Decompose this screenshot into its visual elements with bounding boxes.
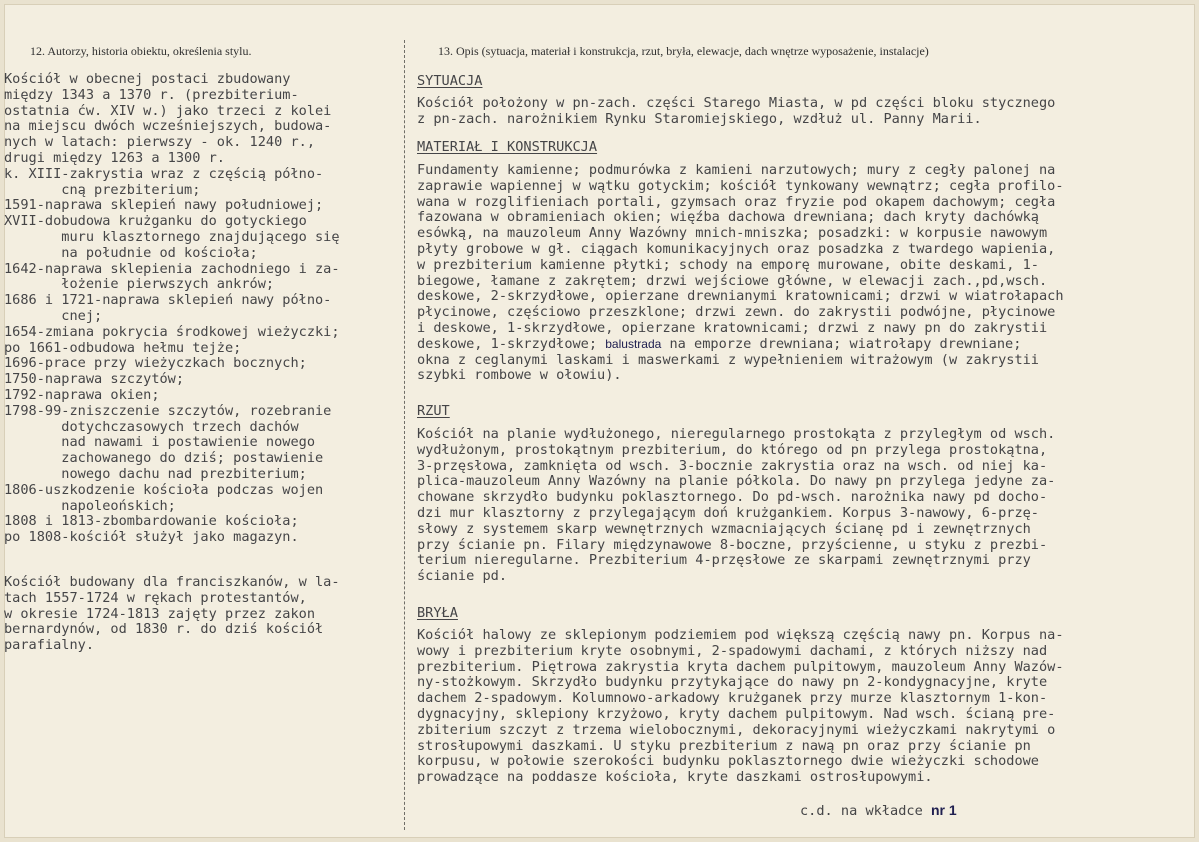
left-column-header: 12. Autorzy, historia obiektu, określenia stylu. <box>30 44 252 58</box>
section-text-sytuacja: Kościół położony w pn-zach. części Starego Miasta, w pd części bloku stycznego z pn-zach. narożnikiem Rynku Staromiejskiego, wzdłuż ul. Panny Marii. <box>417 95 1056 127</box>
continuation-typed: c.d. na wkładce <box>800 803 931 819</box>
continuation-note <box>800 802 957 819</box>
section-heading-rzut: RZUT <box>417 403 450 419</box>
section-text-rzut: Kościół na planie wydłużonego, nieregularnego prostokąta z przyległym od wsch. wydłużonym, prostokątnym prezbiterium, do którego od pn przylega prostokątna, 3-przęsłowa, zamknięta od wsch. 3-bocznie zakrystia oraz na wsch. od niej ka- plica-mauzoleum Anny Wazówny na planie półkola. Do nawy pn przylega jedyne za- chowane skrzydło budynku poklasztornego. Do pd-wsch. narożnika nawy pd docho- dzi mur klasztorny z przylegającym doń krużgankiem. Korpus 3-nawowy, 6-przę- słowy z systemem skarp wewnętrznych wzmacniających ścianę pd i zewnętrznych przy ścianie pn. Filary międzynawowe 8-boczne, przyścienne, u styku z prezbi- terium nieregularne. Prezbiterium 4-przęsłowe ze skarpami zewnętrznymi przy ścianie pd. <box>417 426 1056 585</box>
section-text-bryla: Kościół halowy ze sklepionym podziemiem pod większą częścią nawy pn. Korpus na- wowy i prezbiterium kryte osobnymi, 2-spadowymi dachami, z których niższy nad prezbiterium. Piętrowa zakrystia kryta dachem pulpitowym, mauzoleum Anny Wazów- ny-stożkowym. Skrzydło budynku przytykające do nawy pn 2-kondygnacyjne, kryte dachem 2-spadowym. Kolumnowo-arkadowy krużganek przy murze klasztornym 1-kon- dygnacyjny, sklepiony krzyżowo, kryty dachem pulpitowym. Nad wsch. ścianą pre- zbiterium szczyt z trzema wielobocznymi, dekoracyjnymi wieżyczkami nakrytymi o strosłupowymi daszkami. U styku prezbiterium z nawą pn oraz przy ścianie pn korpusu, w połowie szerokości budynku poklasztornego dwie wieżyczki schodowe prowadzące na poddasze kościoła, kryte daszkami ostrosłupowymi. <box>417 627 1064 786</box>
material-text-part1: Fundamenty kamienne; podmurówka z kamieni narzutowych; mury z cegły palonej na zaprawie wapiennej w wątku gotyckim; kościół tynkowany wewnątrz; cegła profilo- wana w rozglifieniach portali, gzymsach oraz fryzie pod okapem dachowym; cegła fazowana w obramieniach okien; więźba dachowa drewniana; dach kryty dachówką esówką, na mauzoleum Anny Wazówny mnich-mniszka; posadzki: w korpusie nawowym płyty grobowe w gł. ciągach komunikacyjnych oraz posadzka z twardego wapienia, w prezbiterium kamienne płytki; schody na emporę murowane, obite deskami, 1- biegowe, łamane z zakrętem; drzwi wejściowe główne, w elewacji zach.,pd,wsch. deskowe, 2-skrzydłowe, opierzane drewnianymi kratownicami; drzwi w wiatrołapach płycinowe, częściowo przeszklone; drzwi zewn. do zakrystii podwójne, płycinowe i deskowe, 1-skrzydłowe, opierzane kratownicami; drzwi z nawy pn do zakrystii deskowe, 1-skrzydłowe; <box>417 162 1064 352</box>
section-heading-sytuacja: SYTUACJA <box>417 73 483 89</box>
section-heading-bryla: BRYŁA <box>417 605 458 621</box>
material-text-part2: na emporze drewniana; wiatrołapy drewniane; okna z ceglanymi laskami i maswerkami z wypełnieniem witrażowym (w zakrystii szybki rombowe w ołowiu). <box>417 335 1039 384</box>
right-column-header: 13. Opis (sytuacja, materiał i konstrukcja, rzut, bryła, elewacje, dach wnętrze wyposażenie, instalacje) <box>438 44 929 58</box>
column-divider <box>404 40 405 830</box>
history-text: Kościół w obecnej postaci zbudowany między 1343 a 1370 r. (prezbiterium- ostatnia ćw. XIV w.) jako trzeci z kolei na miejscu dwóch wcześniejszych, budowa- nych w latach: pierwszy - ok. 1240 r., drugi między 1263 a 1300 r. k. XIII-zakrystia wraz z częścią półno- cną prezbiterium; 1591-naprawa sklepień nawy południowej; XVII-dobudowa krużganku do gotyckiego muru klasztornego znajdującego się na południe od kościoła; 1642-naprawa sklepienia zachodniego i za- łożenie pierwszych ankrów; 1686 i 1721-naprawa sklepień nawy półno- cnej; 1654-zmiana pokrycia środkowej wieżyczki; po 1661-odbudowa hełmu tejże; 1696-prace przy wieżyczkach bocznych; 1750-naprawa szczytów; 1792-naprawa okien; 1798-99-zniszczenie szczytów, rozebranie dotychczasowych trzech dachów nad nawami i postawienie nowego zachowanego do dziś; postawienie nowego dachu nad prezbiterium; 1806-uszkodzenie kościoła podczas wojen napoleońskich; 1808 i 1813-zbombardowanie kościoła; po 1808-kościół służył jako magazyn. <box>4 71 340 546</box>
ownership-text: Kościół budowany dla franciszkanów, w la- tach 1557-1724 w rękach protestantów, w okresie 1724-1813 zajęty przez zakon bernardynów, od 1830 r. do dziś kościół parafialny. <box>4 574 340 654</box>
section-heading-material: MATERIAŁ I KONSTRUKCJA <box>417 139 598 155</box>
handwritten-correction: balustrada <box>605 336 662 351</box>
section-text-material <box>417 163 1064 384</box>
continuation-handwritten: nr 1 <box>930 802 957 818</box>
